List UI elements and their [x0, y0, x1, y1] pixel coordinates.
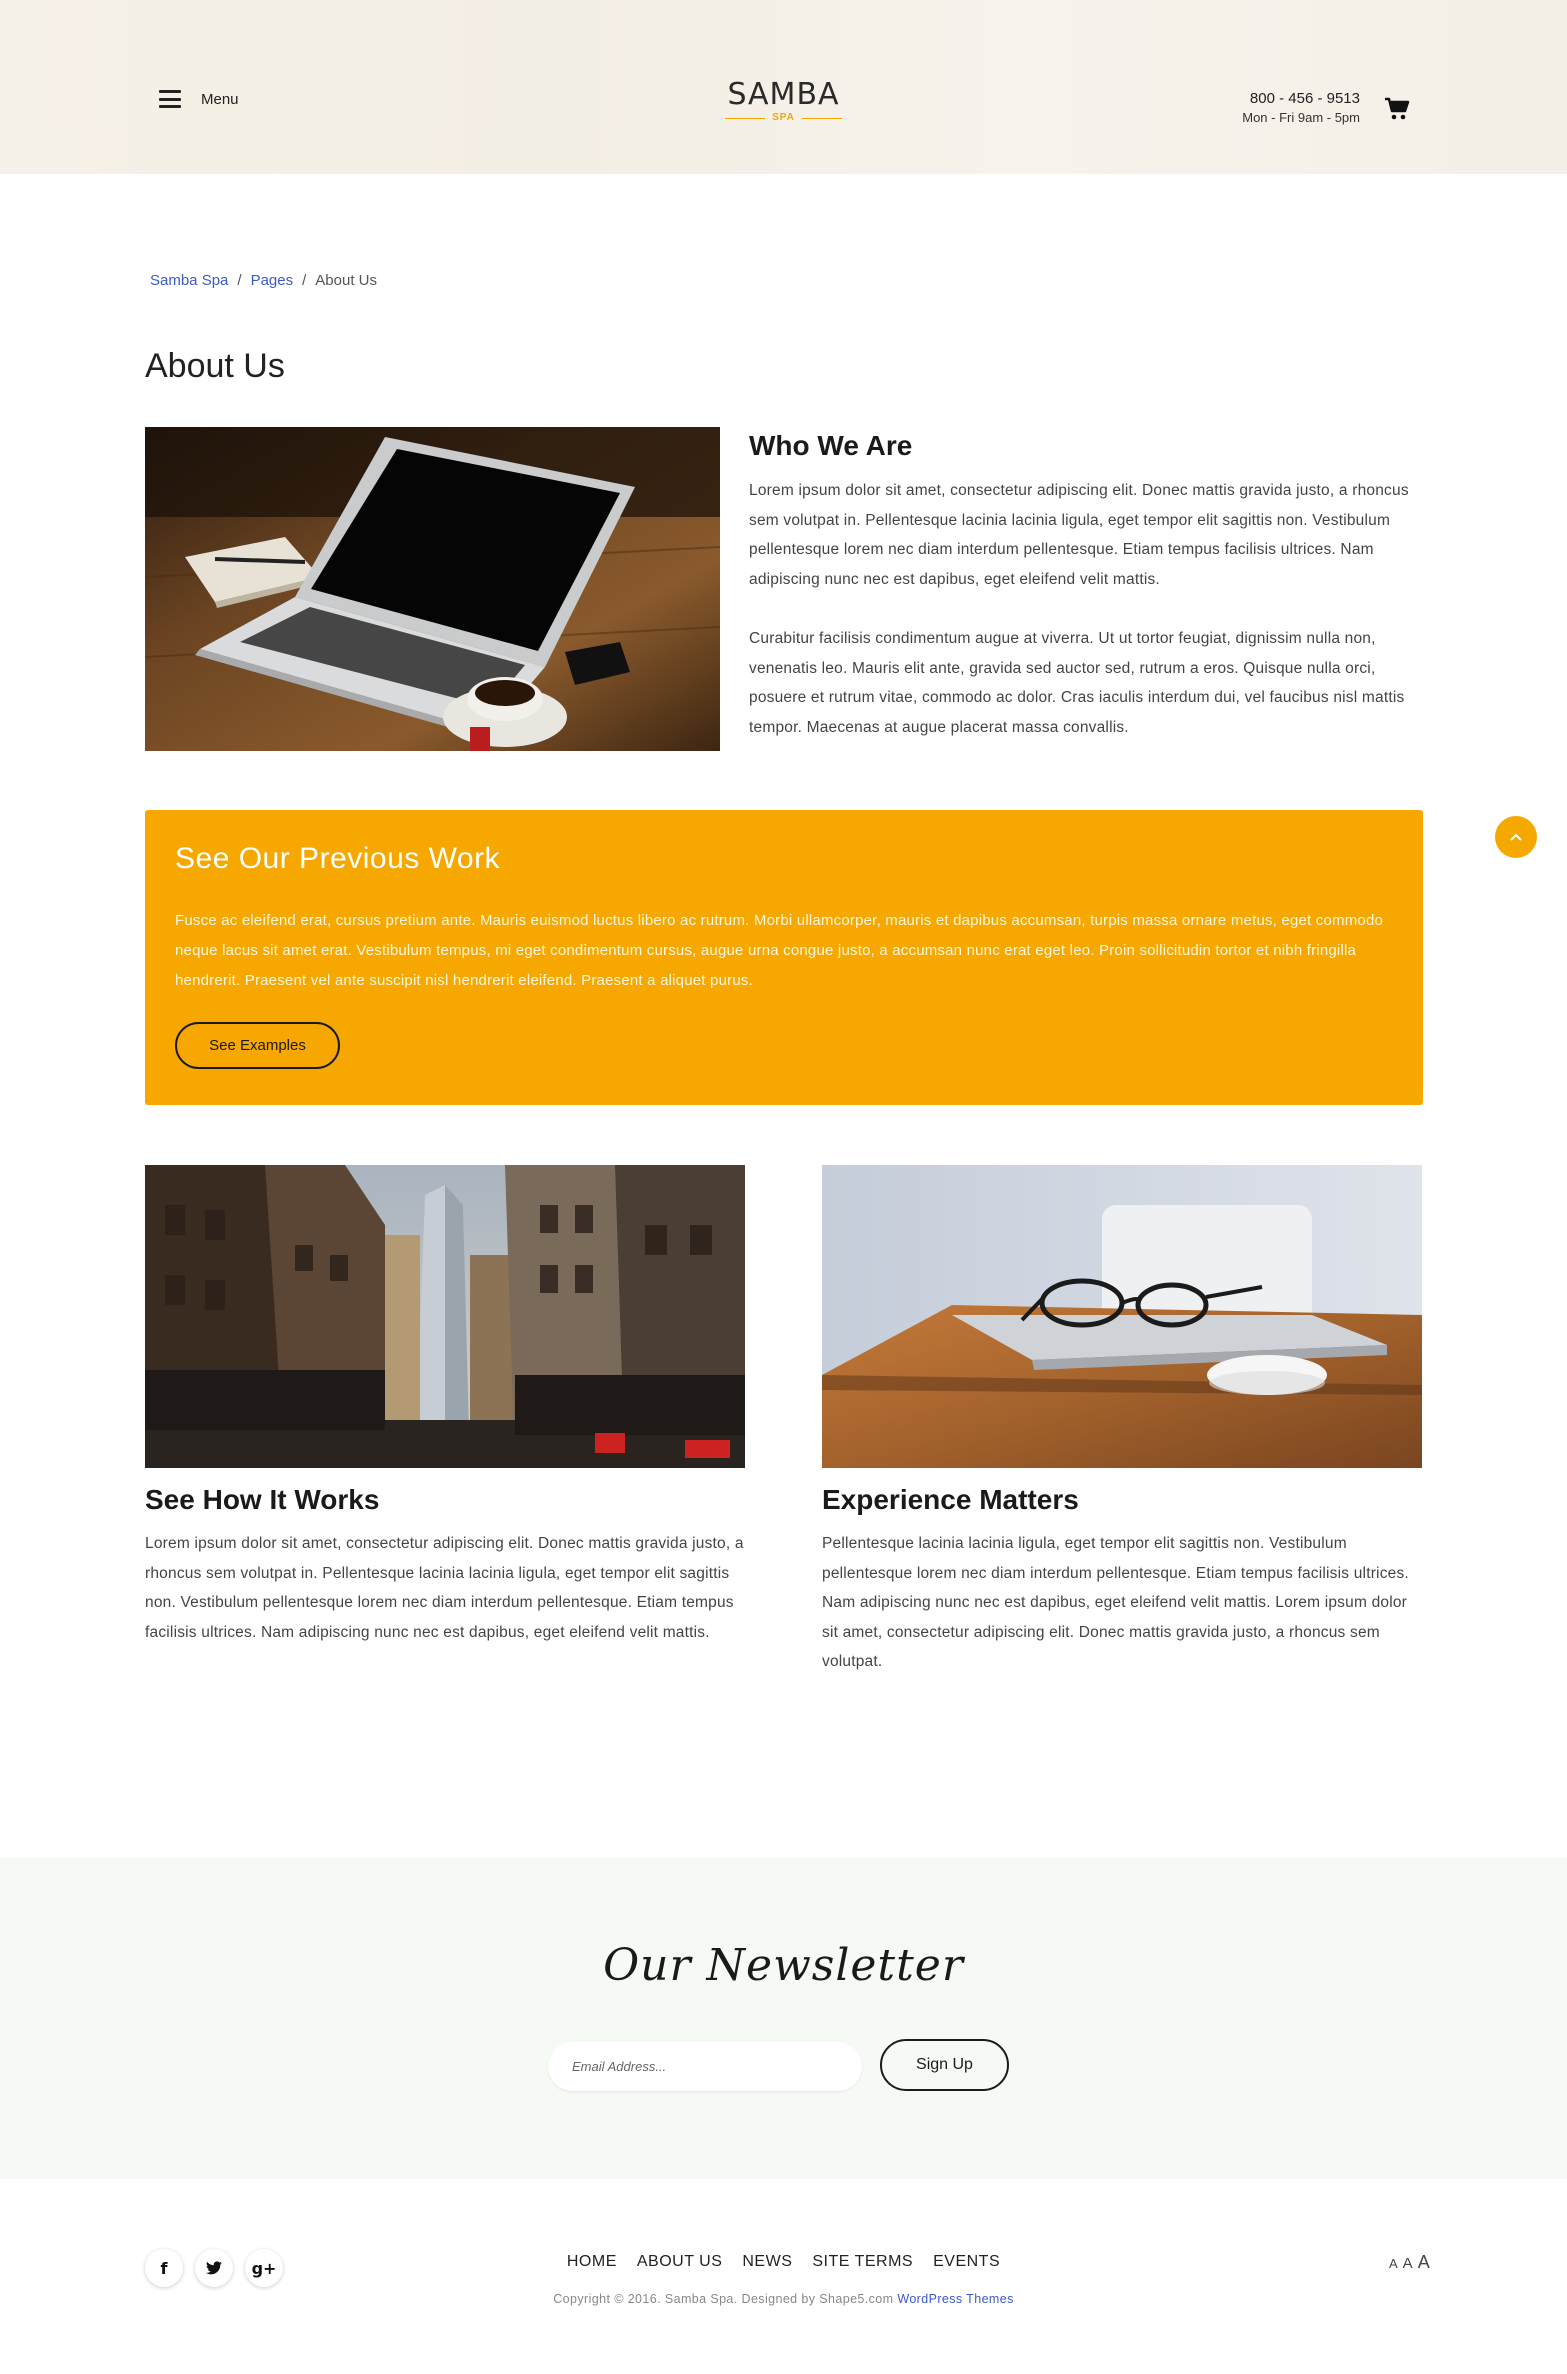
hamburger-icon	[159, 90, 181, 108]
footer-nav-about-us[interactable]: ABOUT US	[636, 2253, 723, 2270]
how-it-works-text: Lorem ipsum dolor sit amet, consectetur adipiscing elit. Donec mattis gravida justo, a rhoncus sem volutpat in. Pellentesque lacinia lacinia ligula, eget tempor elit sagittis non. Vestibulum pellentesque lorem nec diam interdum pellentesque. Etiam tempus facilisis ultrices. Nam adipiscing nunc nec est dapibus, eget eleifend velit mattis.	[145, 1535, 744, 1641]
menu-label: Menu	[201, 90, 239, 108]
newsletter-section	[0, 1858, 1567, 2179]
cart-icon[interactable]	[1384, 96, 1410, 122]
footer-nav-site-terms[interactable]: SITE TERMS	[812, 2253, 914, 2270]
who-we-are-paragraph-2: Curabitur facilisis condimentum augue at viverra. Ut ut tortor feugiat, dignissim nulla non, venenatis leo. Mauris elit ante, gravida sed auctor sed, rutrum a eros. Quisque nulla orci, posuere et rutrum vitae, commodo ac dolor. Cras iaculis interdum dui, vel faucibus nisl mattis tempor. Maecenas at augue placerat massa convallis.	[749, 630, 1405, 736]
facebook-icon[interactable]: f	[145, 2249, 183, 2287]
google-plus-icon[interactable]: g+	[245, 2249, 283, 2287]
font-size-medium[interactable]: A	[1402, 2255, 1413, 2272]
breadcrumb-current: About Us	[315, 272, 377, 289]
contact-info	[1242, 90, 1360, 125]
copyright-text: Copyright © 2016. Samba Spa. Designed by Shape5.com	[553, 2292, 894, 2306]
newsletter-email-input[interactable]	[548, 2042, 862, 2091]
breadcrumb	[150, 272, 377, 289]
city-street-image	[145, 1165, 745, 1468]
newsletter-title: Our Newsletter	[603, 1940, 964, 1991]
logo-sub-text: SPA	[715, 112, 852, 123]
logo-main-text: SAMBA	[727, 77, 840, 112]
font-size-controls	[1389, 2252, 1430, 2273]
experience-matters-card	[822, 1165, 1422, 1677]
experience-matters-title: Experience Matters	[822, 1484, 1079, 1515]
menu-button[interactable]	[159, 90, 239, 108]
font-size-small[interactable]: A	[1389, 2256, 1398, 2271]
newsletter-signup-button[interactable]: Sign Up	[880, 2039, 1009, 2091]
laptop-desk-image	[145, 427, 720, 751]
wordpress-themes-link[interactable]: WordPress Themes	[897, 2292, 1014, 2306]
page-title: About Us	[145, 347, 285, 385]
copyright	[0, 2292, 1567, 2306]
site-logo[interactable]	[715, 77, 852, 123]
previous-work-title: See Our Previous Work	[175, 842, 501, 875]
footer-nav-events[interactable]: EVENTS	[933, 2253, 1001, 2270]
chevron-up-icon	[1509, 832, 1523, 842]
office-hours: Mon - Fri 9am - 5pm	[1242, 110, 1360, 125]
previous-work-callout	[145, 810, 1423, 1105]
who-we-are-section	[749, 427, 1424, 742]
glasses-laptop-image	[822, 1165, 1422, 1468]
font-size-large[interactable]: A	[1417, 2252, 1430, 2272]
scroll-to-top-button[interactable]	[1495, 816, 1537, 858]
footer-nav-home[interactable]: HOME	[566, 2253, 617, 2270]
breadcrumb-home[interactable]: Samba Spa	[150, 272, 229, 289]
breadcrumb-separator: /	[302, 272, 307, 289]
experience-matters-text: Pellentesque lacinia lacinia ligula, eget tempor elit sagittis non. Vestibulum pellentesque lorem nec diam interdum pellentesque. Etiam tempus facilisis ultrices. Nam adipiscing nunc nec est dapibus, eget eleifend velit mattis. Lorem ipsum dolor sit amet, consectetur adipiscing elit. Donec mattis gravida justo, a rhoncus sem volutpat.	[822, 1535, 1409, 1670]
site-header	[0, 0, 1567, 174]
breadcrumb-separator: /	[237, 272, 242, 289]
who-we-are-title: Who We Are	[749, 430, 913, 461]
how-it-works-title: See How It Works	[145, 1484, 380, 1515]
footer-nav	[0, 2253, 1567, 2271]
breadcrumb-pages[interactable]: Pages	[250, 272, 294, 289]
previous-work-text: Fusce ac eleifend erat, cursus pretium ante. Mauris euismod luctus libero ac rutrum. Morbi ullamcorper, mauris et dapibus accumsan, turpis massa ornare metus, eget commodo neque lacus sit amet erat. Vestibulum tempus, mi eget condimentum cursus, augue urna congue justo, a accumsan nunc erat eget leo. Proin sollicitudin tortor et nibh fringilla hendrerit. Praesent vel ante suscipit nisl hendrerit eleifend. Praesent a aliquet purus.	[175, 912, 1384, 989]
how-it-works-card	[145, 1165, 745, 1647]
phone-number: 800 - 456 - 9513	[1249, 90, 1360, 107]
see-examples-button[interactable]: See Examples	[175, 1022, 340, 1069]
who-we-are-paragraph-1: Lorem ipsum dolor sit amet, consectetur adipiscing elit. Donec mattis gravida justo, a rhoncus sem volutpat in. Pellentesque lacinia lacinia ligula, eget tempor elit sagittis non. Vestibulum pellentesque lorem nec diam interdum pellentesque. Etiam tempus facilisis ultrices. Nam adipiscing nunc nec est dapibus, eget eleifend velit mattis.	[749, 482, 1409, 588]
footer-nav-news[interactable]: NEWS	[742, 2253, 793, 2270]
